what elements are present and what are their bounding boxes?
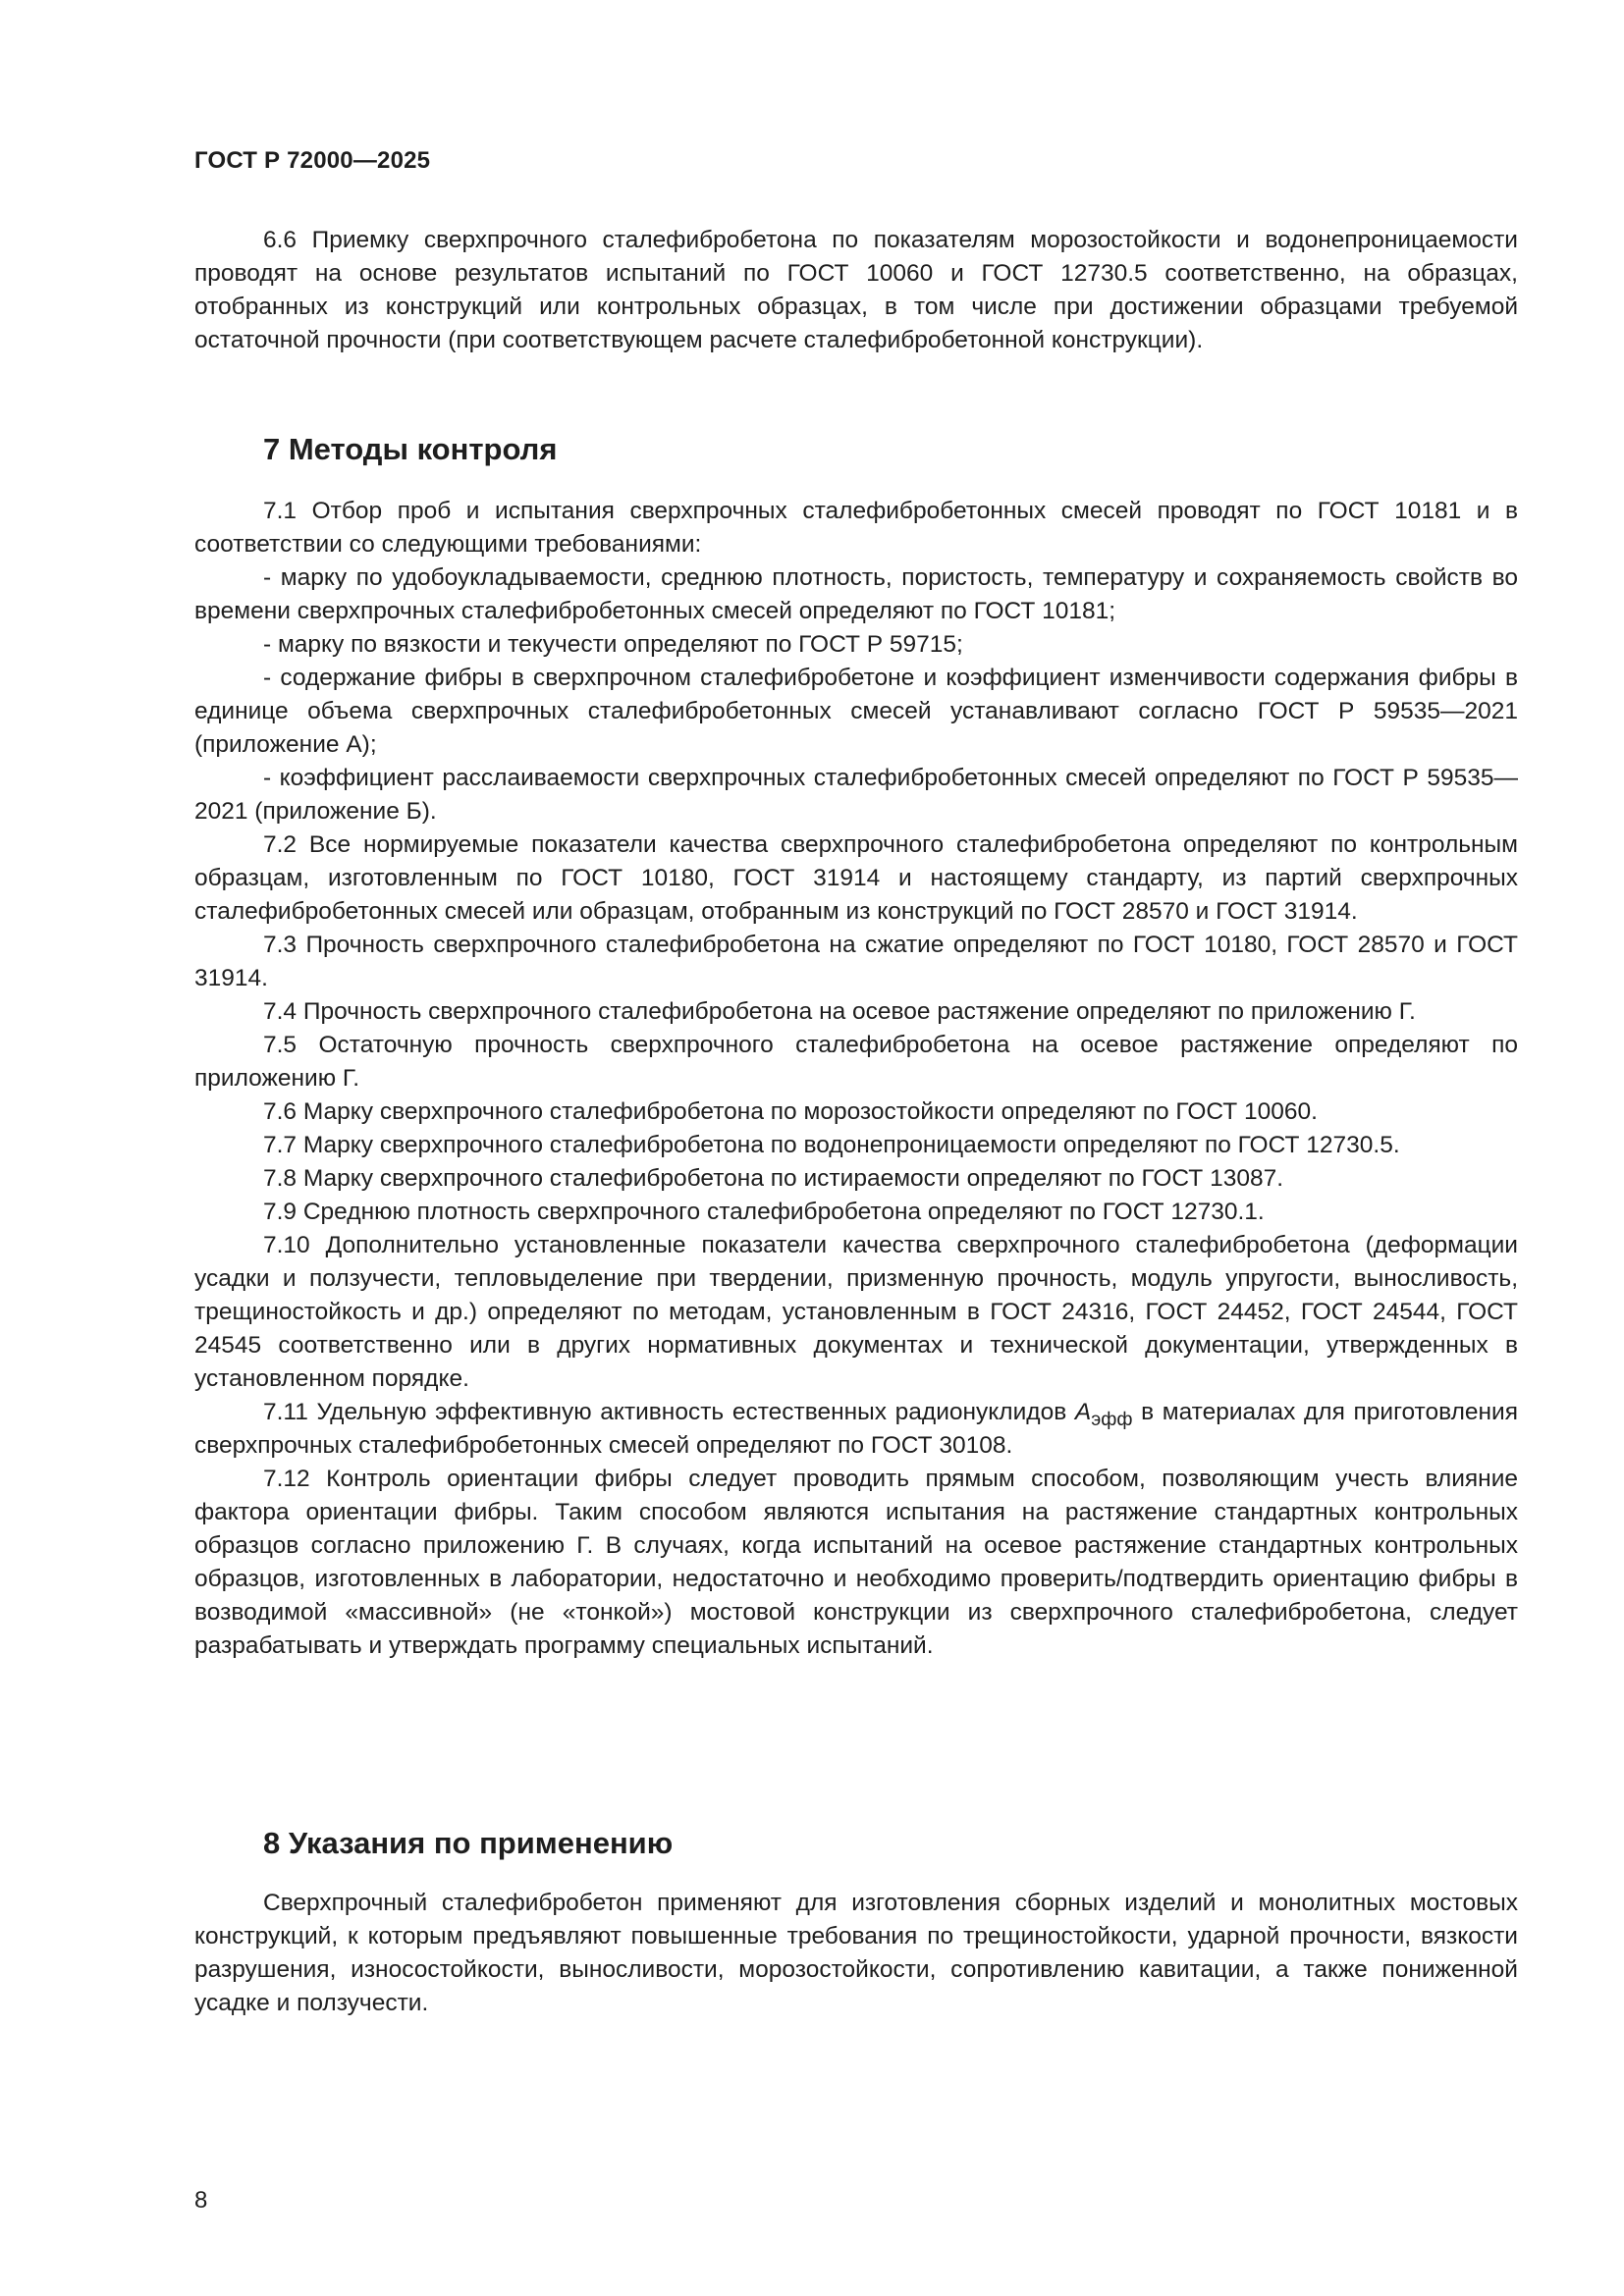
- clause-7-1: 7.1 Отбор проб и испытания сверхпрочных сталефибробетонных смесей проводят по ГОСТ 10181 и в соответствии со следующими требованиями:: [194, 498, 1518, 558]
- clause-7-2: 7.2 Все нормируемые показатели качества сверхпрочного сталефибробетона определяют по контрольным образцам, изготовленным по ГОСТ 10180, ГОСТ 31914 и настоящему стандарту, из партий сверхпрочных сталефибробетонных смесей или образцам, отобранным из конструкций по ГОСТ 28570 и ГОСТ 31914.: [194, 831, 1518, 925]
- page-number: 8: [194, 2187, 208, 2214]
- clause-7-7: 7.7 Марку сверхпрочного сталефибробетона по водонепроницаемости определяют по ГОСТ 12730.5.: [263, 1132, 1400, 1158]
- section-7-heading: 7 Методы контроля: [263, 432, 558, 466]
- document-header: ГОСТ Р 72000—2025: [194, 147, 431, 174]
- bullet-item: - марку по вязкости и текучести определяют по ГОСТ Р 59715;: [263, 631, 963, 658]
- clause-7-8: 7.8 Марку сверхпрочного сталефибробетона по истираемости определяют по ГОСТ 13087.: [263, 1165, 1284, 1192]
- activity-subscript: эфф: [1091, 1408, 1133, 1430]
- bullet-item: - марку по удобоукладываемости, среднюю плотность, пористость, температуру и сохраняемость свойств во времени сверхпрочных сталефибробетонных смесей определяют по ГОСТ 10181;: [194, 564, 1518, 624]
- bullet-item: - коэффициент расслаиваемости сверхпрочных сталефибробетонных смесей определяют по ГОСТ Р 59535—2021 (приложение Б).: [194, 765, 1518, 825]
- bullet-item: - содержание фибры в сверхпрочном сталефибробетоне и коэффициент изменчивости содержания фибры в единице объема сверхпрочных сталефибробетонных смесей устанавливают согласно ГОСТ Р 59535—2021 (приложение А);: [194, 665, 1518, 758]
- section-8-paragraph: Сверхпрочный сталефибробетон применяют для изготовления сборных изделий и монолитных мостовых конструкций, к которым предъявляют повышенные требования по трещиностойкости, ударной прочности, вязкости разрушения, износостойкости, выносливости, морозостойкости, сопротивлению кавитации, а также пониженной усадке и ползучести.: [194, 1890, 1518, 2016]
- clause-7-6: 7.6 Марку сверхпрочного сталефибробетона по морозостойкости определяют по ГОСТ 10060.: [263, 1098, 1318, 1125]
- activity-symbol: A: [1074, 1399, 1092, 1425]
- clause-7-5: 7.5 Остаточную прочность сверхпрочного сталефибробетона на осевое растяжение определяют по приложению Г.: [194, 1032, 1518, 1092]
- clause-7-11: 7.11 Удельную эффективную активность естественных радионуклидов $A_{эфф}$ в материалах для приготовления сверхпрочных сталефибробетонных смесей определяют по ГОСТ 30108.: [194, 1399, 1518, 1459]
- section-7-body: [194, 495, 1518, 1663]
- clause-6-6: 6.6 Приемку сверхпрочного сталефибробетона по показателям морозостойкости и водонепроницаемости проводят на основе результатов испытаний по ГОСТ 10060 и ГОСТ 12730.5 соответственно, на образцах, отобранных из конструкций или контрольных образцах, в том числе при достижении образцами требуемой остаточной прочности (при соответствующем расчете сталефибробетонной конструкции).: [194, 227, 1518, 353]
- clause-7-3: 7.3 Прочность сверхпрочного сталефибробетона на сжатие определяют по ГОСТ 10180, ГОСТ 28570 и ГОСТ 31914.: [194, 932, 1518, 991]
- clause-6-6-block: [194, 224, 1518, 357]
- section-8-heading: 8 Указания по применению: [263, 1826, 674, 1860]
- clause-7-12: 7.12 Контроль ориентации фибры следует проводить прямым способом, позволяющим учесть влияние фактора ориентации фибры. Таким способом являются испытания на растяжение стандартных контрольных образцов согласно приложению Г. В случаях, когда испытаний на осевое растяжение стандартных контрольных образцов, изготовленных в лаборатории, недостаточно и необходимо проверить/подтвердить ориентацию фибры в возводимой «массивной» (не «тонкой») мостовой конструкции из сверхпрочного сталефибробетона, следует разрабатывать и утверждать программу специальных испытаний.: [194, 1466, 1518, 1659]
- clause-7-10: 7.10 Дополнительно установленные показатели качества сверхпрочного сталефибробетона (деформации усадки и ползучести, тепловыделение при твердении, призменную прочность, модуль упругости, выносливость, трещиностойкость и др.) определяют по методам, установленным в ГОСТ 24316, ГОСТ 24452, ГОСТ 24544, ГОСТ 24545 соответственно или в других нормативных документах и технической документации, утвержденных в установленном порядке.: [194, 1232, 1518, 1392]
- clause-7-4: 7.4 Прочность сверхпрочного сталефибробетона на осевое растяжение определяют по приложению Г.: [263, 998, 1416, 1025]
- section-8-body: [194, 1887, 1518, 2020]
- clause-7-9: 7.9 Среднюю плотность сверхпрочного сталефибробетона определяют по ГОСТ 12730.1.: [263, 1199, 1265, 1225]
